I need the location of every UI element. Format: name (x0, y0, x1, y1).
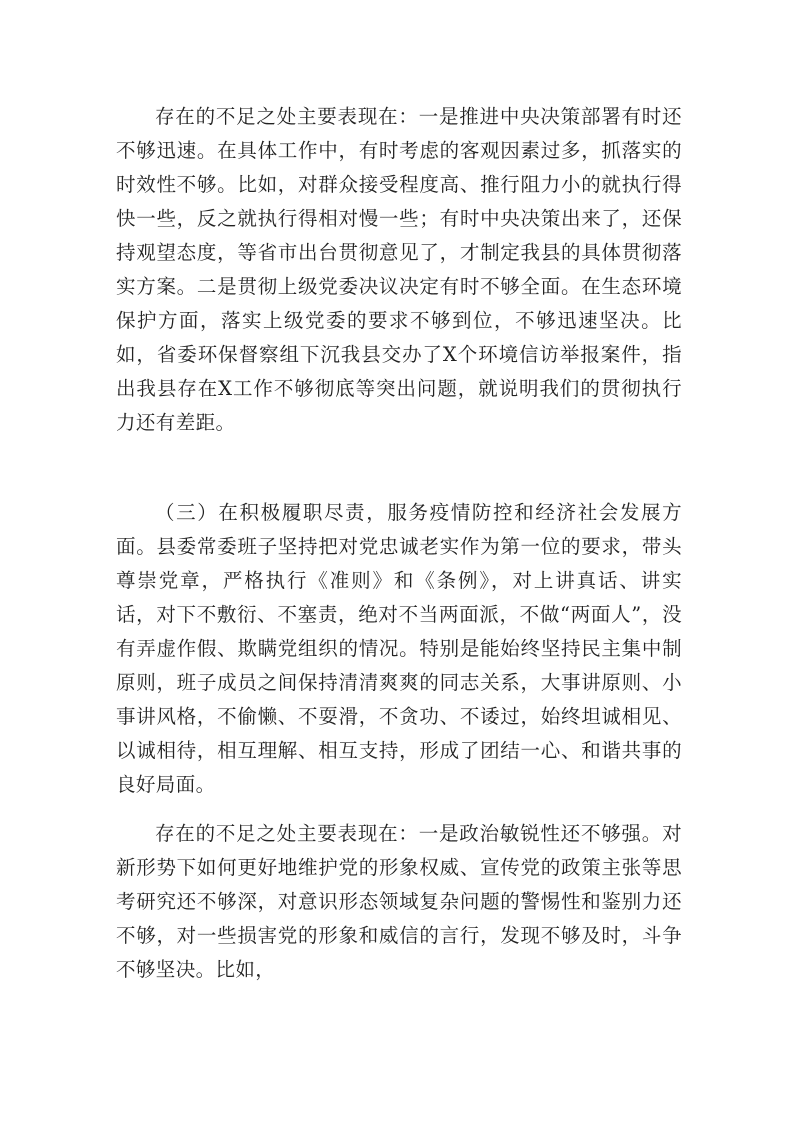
paragraph-section-three: （三）在积极履职尽责，服务疫情防控和经济社会发展方面。县委常委班子坚持把对党忠诚老实作为第一位的要求，带头尊崇党章，严格执行《准则》和《条例》，对上讲真话、讲实话，对下不敷衍、不塞责，绝对不当两面派，不做“两面人”，没有弄虚作假、欺瞒党组织的情况。特别是能始终坚持民主集中制原则，班子成员之间保持清清爽爽的同志关系，大事讲原则、小事讲风格，不偷懒、不耍滑，不贪功、不诿过，始终坦诚相见、以诚相待，相互理解、相互支持，形成了团结一心、和谐共事的良好局面。 (116, 501, 682, 796)
paragraph-shortcomings-political: 存在的不足之处主要表现在：一是政治敏锐性还不够强。对新形势下如何更好地维护党的形象权威、宣传党的政策主张等思考研究还不够深，对意识形态领域复杂问题的警惕性和鉴别力还不够，对一些损害党的形象和威信的言行，发现不够及时，斗争不够坚决。比如， (116, 822, 682, 981)
paragraph-block (116, 817, 682, 987)
paragraph-shortcomings-implementation: 存在的不足之处主要表现在：一是推进中央决策部署有时还不够迅速。在具体工作中，有时考虑的客观因素过多，抓落实的时效性不够。比如，对群众接受程度高、推行阻力小的就执行得快一些，反之就执行得相对慢一些；有时中央决策出来了，还保持观望态度，等省市出台贯彻意见了，才制定我县的具体贯彻落实方案。二是贯彻上级党委决议决定有时不够全面。在生态环境保护方面，落实上级党委的要求不够到位，不够迅速坚决。比如，省委环保督察组下沉我县交办了X个环境信访举报案件，指出我县存在X工作不够彻底等突出问题，就说明我们的贯彻执行力还有差距。 (116, 105, 682, 434)
paragraph-block (116, 100, 682, 440)
paragraph-block (116, 496, 682, 802)
